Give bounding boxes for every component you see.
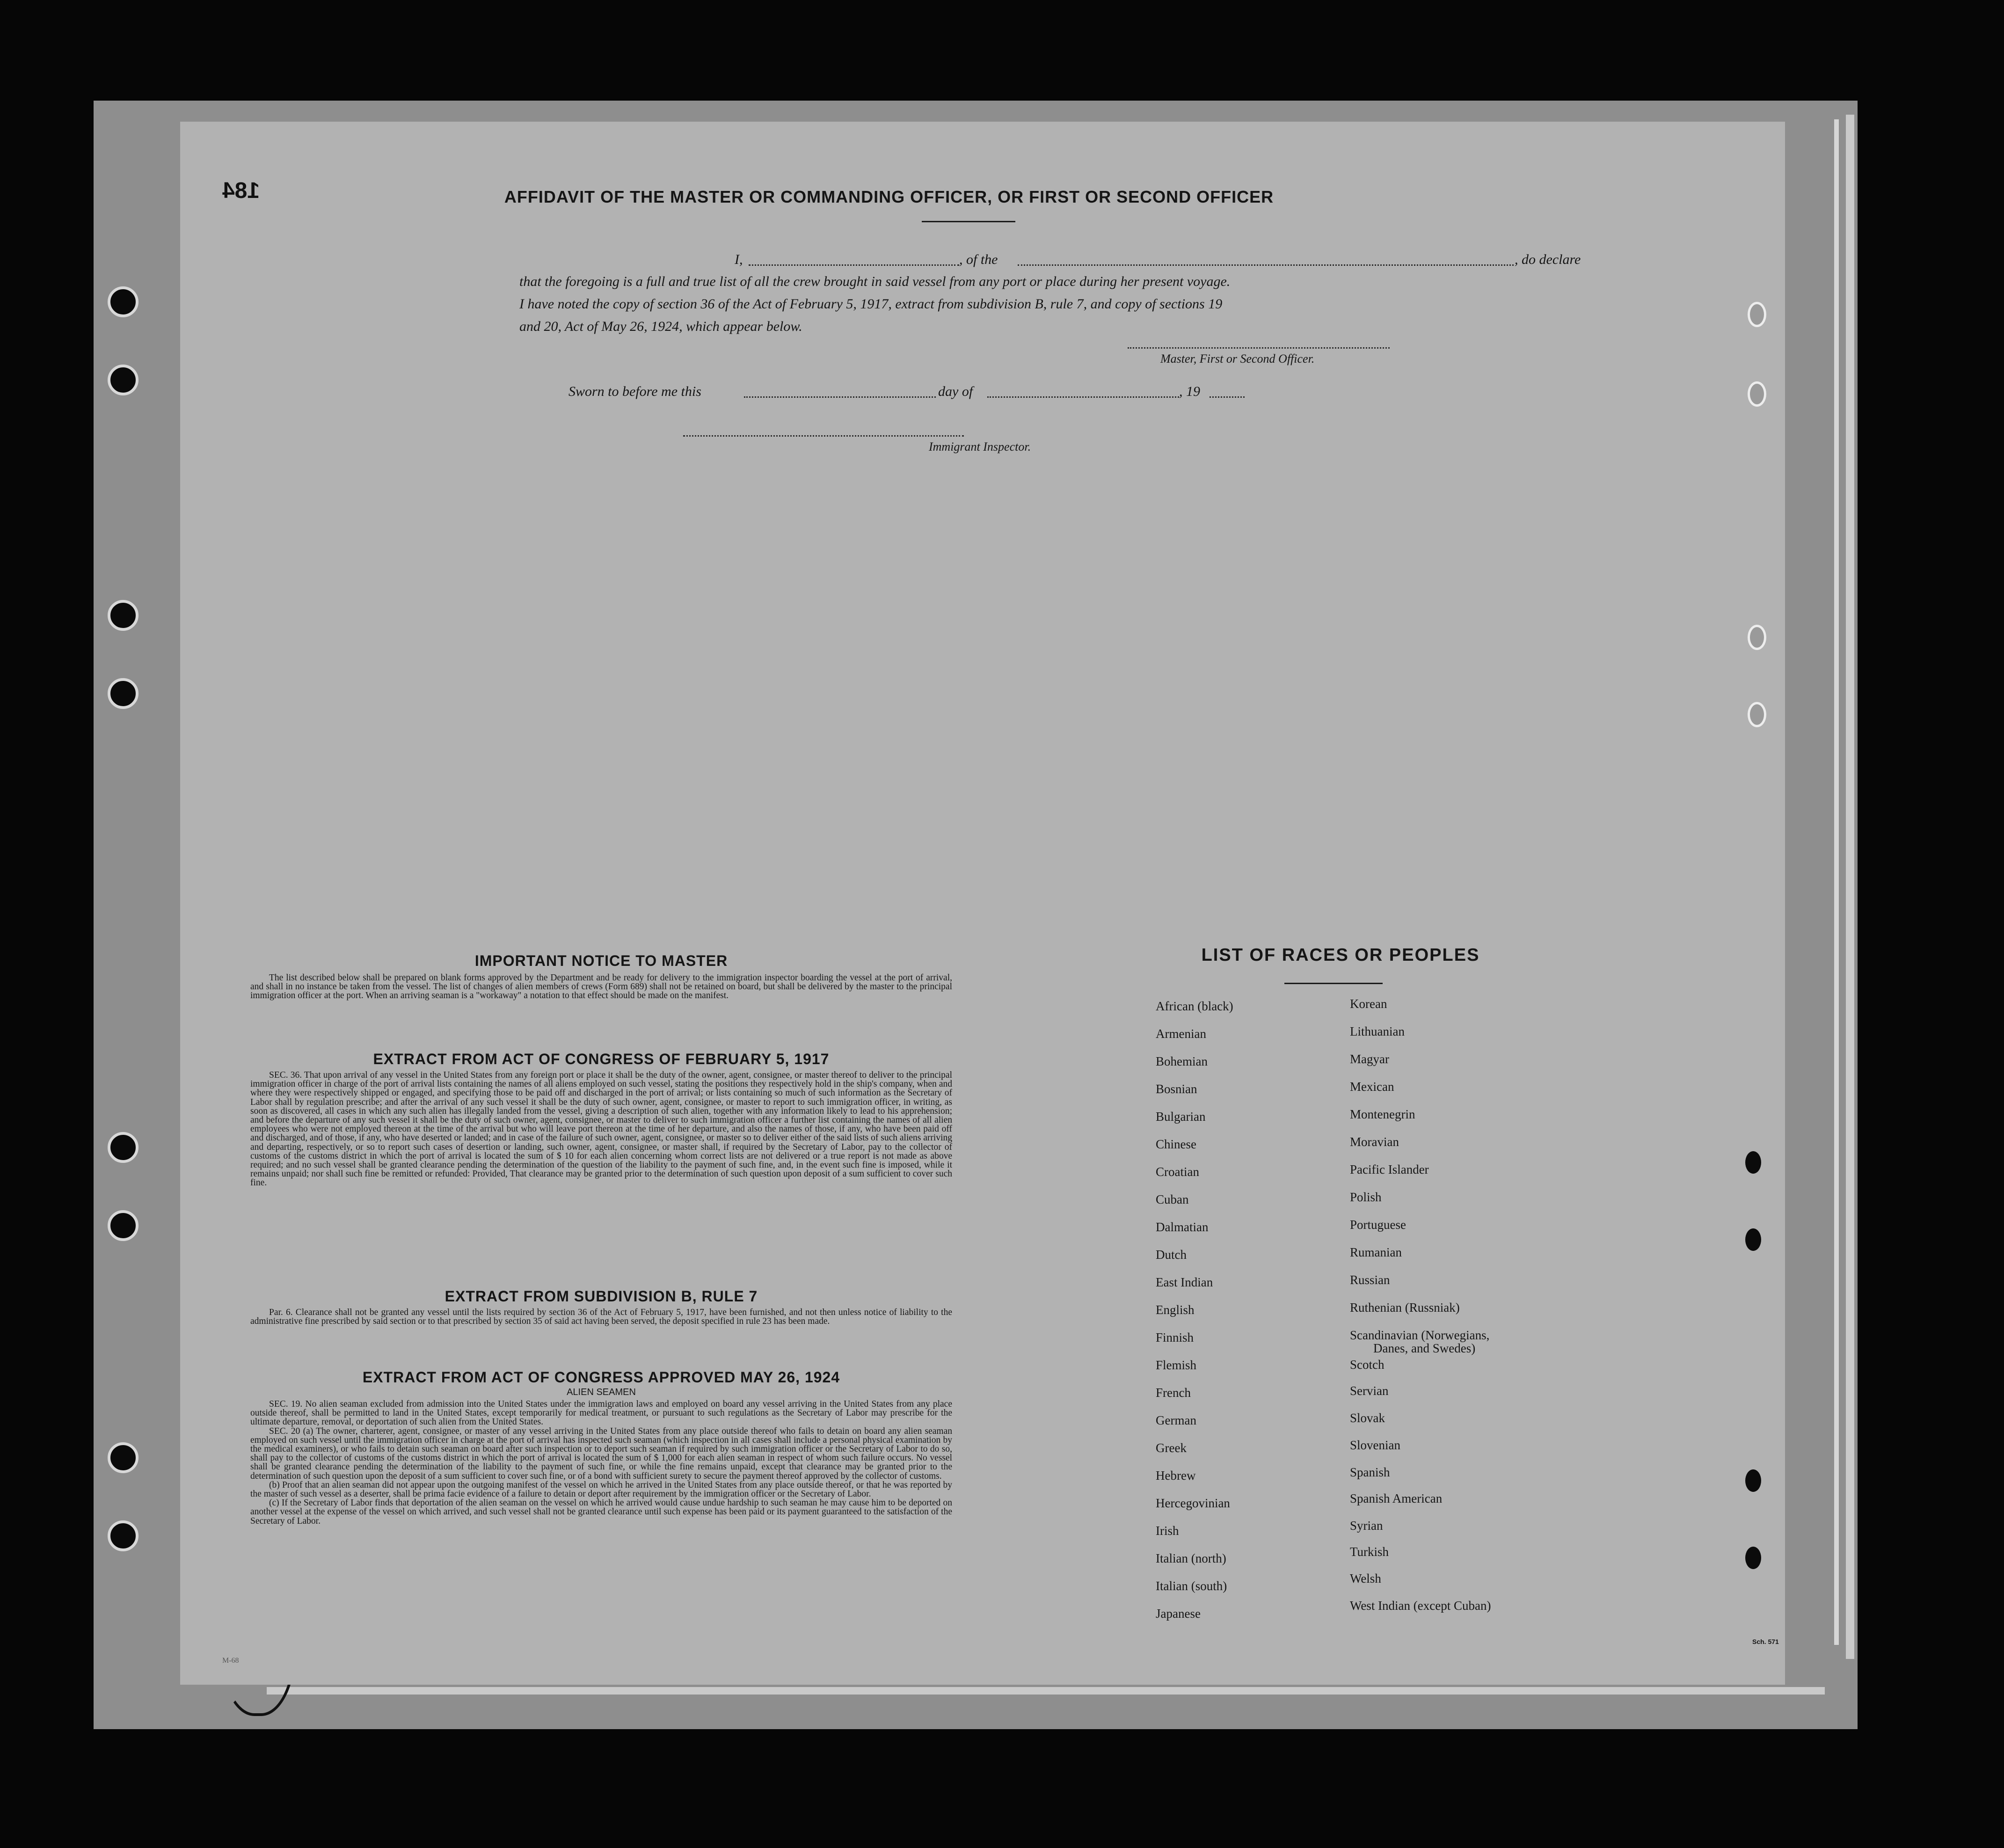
race-item: Danes, and Swedes) — [1373, 1341, 1476, 1355]
sec-20a-text: SEC. 20 (a) The owner, charterer, agent, consignee, or master of any vessel arriving in the United States from any place outside thereof who fails to detain on board any alien seaman employed on such vessel until the immigration officer in charge at the port of arrival has inspected such seaman (which inspection in all cases shall include a personal physical examination by the medical examiners), or who fails to detain such seaman on board after such inspection or to deport such seaman if required by such immigration officer or the Secretary of Labor to do so, shall pay to the collector of customs of the customs district in which the port of arrival is located the sum of $ 1,000 for each alien seaman in respect of whom such failure occurs. No vessel shall be granted clearance pending the determination of the liability to the payment of such fine, or while the fine remains unpaid, except that clearance may be granted prior to the determination of such question upon the deposit of a sum sufficient to cover such fine, or of a bond with sufficient surety to secure the payment thereof approved by the collector of customs. — [250, 1426, 952, 1481]
race-item: Bosnian — [1156, 1082, 1197, 1096]
races-title: LIST OF RACES OR PEOPLES — [1201, 945, 1480, 965]
affidavit-declare: , do declare — [1515, 252, 1581, 267]
punch-hole — [108, 1132, 138, 1163]
race-item: Montenegrin — [1350, 1107, 1415, 1121]
race-item: Mexican — [1350, 1080, 1394, 1094]
month-blank — [987, 396, 1179, 398]
race-item: Portuguese — [1350, 1218, 1406, 1232]
race-item: Welsh — [1350, 1571, 1381, 1585]
page-edge — [1846, 115, 1854, 1659]
footer-schedule: Sch. 571 — [1752, 1638, 1779, 1645]
race-item: Irish — [1156, 1524, 1179, 1538]
name-blank — [749, 264, 959, 266]
race-item: African (black) — [1156, 999, 1233, 1013]
race-item: Lithuanian — [1350, 1024, 1405, 1038]
right-hole — [1745, 1547, 1761, 1569]
race-item: Spanish — [1350, 1465, 1390, 1479]
rule-7-title: EXTRACT FROM SUBDIVISION B, RULE 7 — [445, 1288, 758, 1305]
race-item: Dalmatian — [1156, 1220, 1209, 1234]
signature-blank — [1128, 347, 1390, 349]
signature-label: Master, First or Second Officer. — [1160, 352, 1315, 365]
corner-number: 184 — [222, 178, 260, 203]
race-item: Ruthenian (Russniak) — [1350, 1300, 1460, 1315]
year-blank — [1210, 396, 1245, 398]
extract-1917-section — [250, 1051, 952, 1188]
race-item: Turkish — [1350, 1545, 1389, 1559]
affidavit-title: AFFIDAVIT OF THE MASTER OR COMMANDING OFFICER, OR FIRST OR SECOND OFFICER — [504, 187, 1274, 206]
race-item: Croatian — [1156, 1165, 1199, 1179]
right-hole — [1745, 1151, 1761, 1174]
race-item: Servian — [1350, 1384, 1389, 1398]
race-item: Korean — [1350, 997, 1387, 1011]
rule-7-section — [250, 1288, 952, 1326]
extract-1924-title: EXTRACT FROM ACT OF CONGRESS APPROVED MAY 26, 1924 — [362, 1369, 840, 1386]
race-item: Rumanian — [1350, 1245, 1402, 1259]
right-hole — [1748, 625, 1766, 650]
right-hole — [1748, 381, 1766, 407]
affidavit-i: I, — [735, 252, 743, 267]
form-sheet — [180, 122, 1785, 1685]
rule-7-text: Par. 6. Clearance shall not be granted any vessel until the lists required by section 36 of the Act of February 5, 1917, have been furnished, and not then unless notice of liability to the administrative fine prescribed by said section or to that prescribed by section 35 of said act having been served, the deposit specified in rule 23 has been made. — [250, 1307, 952, 1327]
extract-1917-title: EXTRACT FROM ACT OF CONGRESS OF FEBRUARY 5, 1917 — [373, 1051, 830, 1067]
sworn-label: Sworn to before me this — [568, 384, 701, 399]
race-item: Pacific Islander — [1350, 1162, 1429, 1176]
sworn-day-blank — [744, 396, 936, 398]
race-item: French — [1156, 1386, 1191, 1400]
punch-hole — [108, 1210, 138, 1241]
race-item: Slovenian — [1350, 1438, 1400, 1452]
race-item: Polish — [1350, 1190, 1382, 1204]
race-item: Flemish — [1156, 1358, 1197, 1372]
race-item: Magyar — [1350, 1052, 1389, 1066]
affidavit-line-4: and 20, Act of May 26, 1924, which appear below. — [519, 319, 802, 334]
race-item: Scandinavian (Norwegians, — [1350, 1328, 1490, 1342]
day-of-label: day of — [938, 384, 973, 399]
race-item: Greek — [1156, 1441, 1187, 1455]
race-item: Bulgarian — [1156, 1110, 1206, 1124]
race-item: Cuban — [1156, 1192, 1189, 1206]
vessel-blank — [1018, 264, 1514, 266]
races-rule — [1284, 983, 1383, 984]
race-item: West Indian (except Cuban) — [1350, 1599, 1491, 1613]
page-edge — [1834, 119, 1839, 1645]
notice-section — [250, 952, 952, 1001]
race-item: Russian — [1350, 1273, 1390, 1287]
sec-20b-text: (b) Proof that an alien seaman did not appear upon the outgoing manifest of the vessel on which he arrived in the United States from any place outside thereof, or that he was reported by the master of such vessel as a deserter, shall be prima facie evidence of a failure to detain or deport after requirement by the immigration officer or the Secretary of Labor. — [250, 1480, 952, 1499]
race-item: German — [1156, 1413, 1196, 1427]
alien-seamen-subtitle: ALIEN SEAMEN — [567, 1387, 636, 1397]
race-item: Moravian — [1350, 1135, 1399, 1149]
notice-title: IMPORTANT NOTICE TO MASTER — [474, 952, 728, 969]
race-item: Armenian — [1156, 1027, 1206, 1041]
page-edge — [267, 1687, 1825, 1695]
race-item: Slovak — [1350, 1411, 1385, 1425]
sec-20c-text: (c) If the Secretary of Labor finds that deportation of the alien seaman on the vessel on which he arrived would cause undue hardship to such seaman he may cause him to be deported on another vessel at the expense of the vessel on which arrived, and such vessel shall not be granted clearance until such expense has been paid or its payment guaranteed to the satisfaction of the Secretary of Labor. — [250, 1498, 952, 1526]
affidavit-line-3: I have noted the copy of section 36 of the Act of February 5, 1917, extract from subdivision B, rule 7, and copy of sections 19 — [519, 296, 1223, 312]
notice-text: The list described below shall be prepared on blank forms approved by the Department and be ready for delivery to the immigration inspector boarding the vessel at the port of arrival, and shall in no instance be taken from the vessel. The list of changes of alien members of crews (Form 689) shall not be retained on board, but shall be delivered by the master to the principal immigration officer at the port. When an arriving seaman is a "workaway" a notation to that effect should be made on the manifest. — [250, 973, 952, 1001]
punch-hole — [108, 365, 138, 395]
punch-hole — [108, 1442, 138, 1473]
race-item: East Indian — [1156, 1275, 1213, 1289]
race-item: Italian (north) — [1156, 1551, 1226, 1565]
right-hole — [1748, 302, 1766, 327]
race-item: Spanish American — [1350, 1491, 1443, 1505]
extract-1917-text: SEC. 36. That upon arrival of any vessel in the United States from any foreign port or place it shall be the duty of the owner, agent, consignee, or master thereof to deliver to the principal immigration officer in charge of the port of arrival lists containing the names of all aliens employed on such vessel, stating the positions they respectively hold in the ship's company, when and where they were respectively shipped or engaged, and specifying those to be paid off and discharged in the port of arrival; or lists containing so much of such information as the Secretary of Labor shall by regulation prescribe; and after the arrival of any such vessel it shall be the duty of such owner, agent, consignee, or master to report to such immigration officer, in writing, as soon as discovered, all cases in which any such alien has illegally landed from the vessel, giving a description of such alien, together with any information likely to lead to his apprehension; and before the departure of any such vessel it shall be the duty of such owner, agent, consignee, or master to deliver to such immigration officer a further list containing the names of all alien employees who were not employed thereon at the time of the arrival but who will leave port thereon at the time of her departure, and also the names of those, if any, who have been paid off and discharged, and of those, if any, who have deserted or landed; and in case of the failure of such owner, agent, consignee, or master so to deliver either of the said lists of such aliens arriving and departing, respectively, or so to report such cases of desertion or landing, such owner, agent, consignee, or master shall, if required by the Secretary of Labor, pay to the collector of customs of the customs district in which the port of arrival is located the sum of $ 10 for each alien concerning whom correct lists are not delivered or a true report is not made as above required; and no such vessel shall be granted clearance pending the determination of the question of the liability to the payment of such fine, and, in the event such fine is imposed, while it remains unpaid; nor shall such fine be remitted or refunded: Provided, That clearance may be granted prior to the determination of such question upon deposit of a sum sufficient to cover such fine. — [250, 1070, 952, 1188]
right-hole — [1745, 1228, 1761, 1251]
inspector-blank — [683, 435, 964, 437]
punch-hole — [108, 286, 138, 317]
race-item: Finnish — [1156, 1330, 1194, 1344]
race-item: Hercegovinian — [1156, 1496, 1230, 1510]
race-item: Italian (south) — [1156, 1579, 1227, 1593]
race-item: Dutch — [1156, 1248, 1187, 1262]
right-hole — [1748, 702, 1766, 727]
race-item: Scotch — [1350, 1358, 1385, 1372]
race-item: Syrian — [1350, 1519, 1383, 1533]
right-hole — [1745, 1469, 1761, 1492]
extract-1924-section — [250, 1369, 952, 1526]
race-item: Bohemian — [1156, 1054, 1208, 1068]
affidavit-line-2: that the foregoing is a full and true list of all the crew brought in said vessel from any port or place during her present voyage. — [519, 274, 1231, 289]
race-item: Chinese — [1156, 1137, 1196, 1151]
sec-19-text: SEC. 19. No alien seaman excluded from admission into the United States under the immigration laws and employed on board any vessel arriving in the United States from any place outside thereof, shall be permitted to land in the United States, except temporarily for medical treatment, or pursuant to such regulations as the Secretary of Labor may prescribe for the ultimate departure, removal, or deportation of such alien from the United States. — [250, 1399, 952, 1427]
year-label: , 19 — [1179, 384, 1200, 399]
affidavit-of-the: , of the — [959, 252, 998, 267]
race-item: Hebrew — [1156, 1468, 1196, 1483]
punch-hole — [108, 1520, 138, 1551]
punch-hole — [108, 678, 138, 709]
footer-form-number: M-68 — [222, 1657, 239, 1665]
race-item: Japanese — [1156, 1607, 1201, 1621]
title-rule — [922, 221, 1015, 222]
punch-hole — [108, 600, 138, 631]
inspector-label: Immigrant Inspector. — [929, 440, 1031, 453]
race-item: English — [1156, 1303, 1195, 1317]
